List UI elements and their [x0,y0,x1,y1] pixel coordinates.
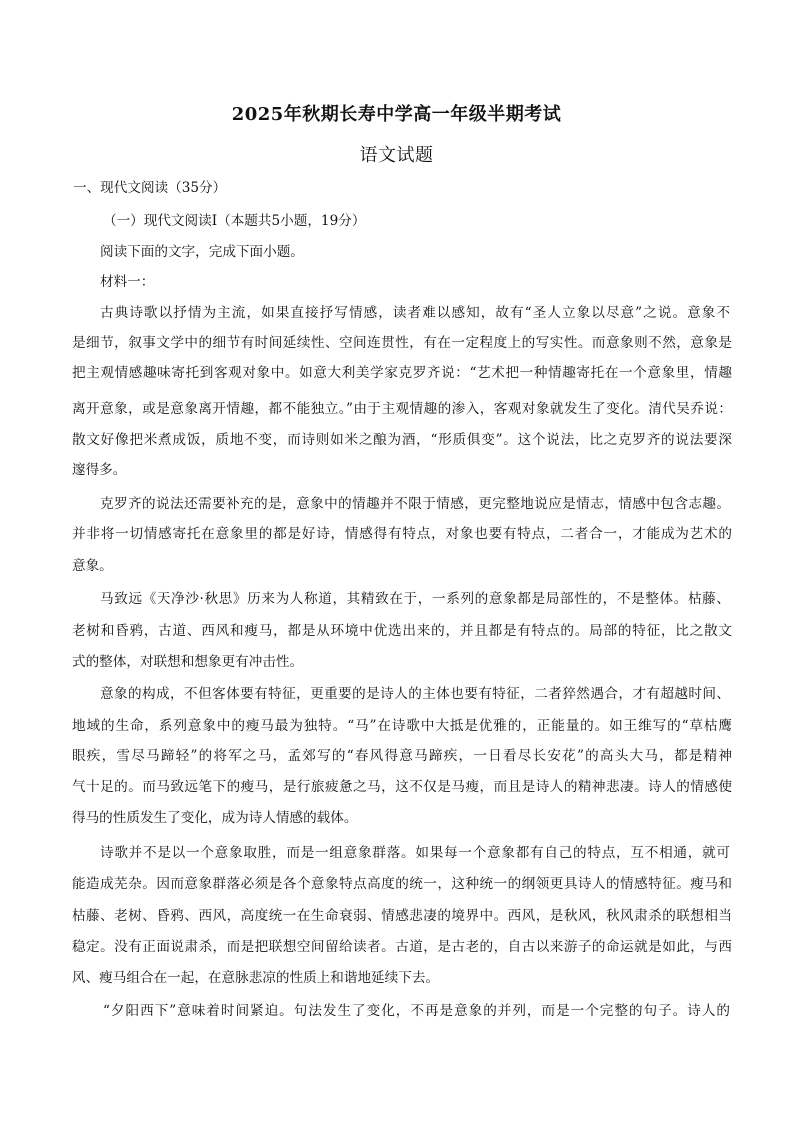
paragraph-line: 邃得多。 [72,462,127,478]
paragraph-line: 意象的构成，不但客体要有特征，更重要的是诗人的主体也要有特征，二者猝然遇合，才有超越时间、 [100,686,730,702]
paragraph-line: 诗歌并不是以一个意象取胜，而是一组意象群落。如果每一个意象都有自己的特点，互不相通，就可 [100,845,730,861]
section-subheading: （一）现代文阅读Ⅰ（本题共5小题，19分） [103,213,366,229]
paragraph-line: 枯藤、老树、昏鸦、西风，高度统一在生命衰弱、情感悲凄的境界中。西风，是秋风，秋风肃杀的联想相当 [72,908,732,924]
paragraph-line: 老树和昏鸦，古道、西风和瘦马，都是从环境中优选出来的，并且都是有特点的。局部的特征，比之散文 [72,623,732,639]
paragraph-line: 得马的性质发生了变化，成为诗人情感的载体。 [72,810,358,826]
exam-title: 2025年秋期长寿中学高一年级半期考试 [231,104,562,125]
paragraph-line: 古典诗歌以抒情为主流，如果直接抒写情感，读者难以感知，故有“圣人立象以尽意”之说。意象不 [100,305,730,321]
paragraph-line: 马致远《天净沙·秋思》历来为人称道，其精致在于，一系列的意象都是局部性的，不是整体。枯藤、 [100,591,730,607]
paragraph-line: “夕阳西下”意味着时间紧迫。句法发生了变化，不再是意象的并列，而是一个完整的句子。诗人的 [103,1003,730,1019]
paragraph-line: 气十足的。而马致远笔下的瘦马，是行旅疲惫之马，这不仅是马瘦，而且是诗人的精神悲凄。诗人的情感使 [72,779,732,795]
paragraph-line: 稳定。没有正面说肃杀，而是把联想空间留给读者。古道，是古老的，自古以来游子的命运就是如此，与西 [72,939,732,955]
paragraph-line: 是细节，叙事文学中的细节有时间延续性、空间连贯性，有在一定程度上的写实性。而意象则不然，意象是 [72,335,732,351]
paragraph-line: 式的整体，对联想和想象更有冲击性。 [72,654,304,670]
material-label: 材料一： [100,274,155,290]
paragraph-line: 把主观情感趣味寄托到客观对象中。如意大利美学家克罗齐说：“艺术把一种情趣寄托在一个意象里，情趣 [72,365,732,381]
paragraph-line: 眼疾，雪尽马蹄轻”的将军之马，孟郊写的“春风得意马蹄疾，一日看尽长安花”的高头大马，都是精神 [72,748,732,764]
paragraph-line: 风、瘦马组合在一起，在意脉悲凉的性质上和谐地延续下去。 [72,970,440,986]
paragraph-line: 克罗齐的说法还需要补充的是，意象中的情趣并不限于情感，更完整地说应是情志，情感中包含志趣。 [100,496,730,512]
paragraph-line: 地域的生命，系列意象中的瘦马最为独特。“马”在诗歌中大抵是优雅的，正能量的。如王维写的“草枯鹰 [72,718,732,734]
paragraph-line: 离开意象，或是意象离开情趣，都不能独立。”由于主观情趣的渗入，客观对象就发生了变化。清代吴乔说： [72,401,732,417]
paragraph-line: 意象。 [72,558,113,574]
subject-title: 语文试题 [359,145,434,166]
paragraph-line: 并非将一切情感寄托在意象里的都是好诗，情感得有特点，对象也要有特点，二者合一，才能成为艺术的 [72,526,732,542]
paragraph-line: 能造成芜杂。因而意象群落必须是各个意象特点高度的统一，这种统一的纲领更具诗人的情感特征。瘦马和 [72,876,732,892]
section-heading: 一、现代文阅读（35分） [73,180,227,196]
instruction-text: 阅读下面的文字，完成下面小题。 [100,244,304,260]
paragraph-line: 散文好像把米煮成饭，质地不变，而诗则如米之酿为酒，“形质俱变”。这个说法，比之克罗齐的说法要深 [72,432,732,448]
